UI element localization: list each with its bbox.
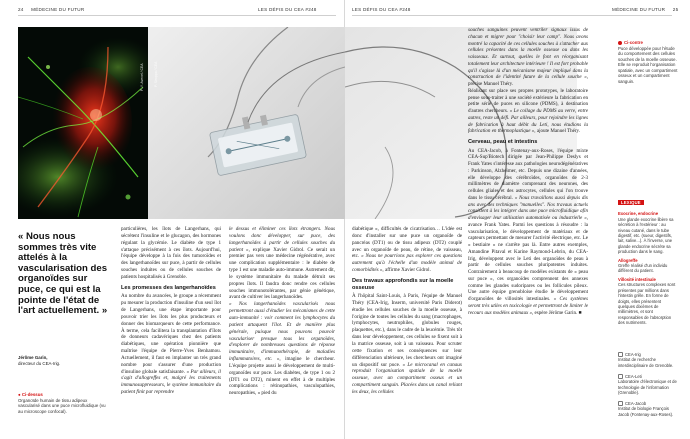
lexique-definition: Ces structures complexes sont présentes par millions dans l'intestin grêle. En forme de doigts, elles présentent quelques dixièmes de millimètres, et sont responsables de l'absorption des nutriments. <box>618 282 676 326</box>
sidebar-caption <box>618 40 678 84</box>
col4-p2-quote: « Le microcanal en canaux reproduit l'organisation spatiale de la moelle osseuse, avec un compartiment osseux et un compartiment sanguin. Placées dans un canal reliant les deux, les cellules <box>352 361 463 395</box>
col2-paragraph-1: particulières, les îlots de Langerhans, qui sécrètent l'insuline et le glucagon, des hormones régulant la glycémie. Le diabète de type 1 s'attaque précisément à ces îlots. Aujourd'hui, l'équipe développe à la fois des tumoroïdes et des langerhanoïdes sur puce, à partir de cellules souches induites ou de cellules souches de patients hospitalisés à Grenoble. <box>121 226 221 280</box>
sidebar-caption-text: Puce développée pour l'étude du comportement des cellules souches de la moelle osseuse. Elle se reproduit l'organisation spatiale, avec un compartiment osseux et un compartiment sanguin. <box>618 45 678 84</box>
col3-p1-text: explique Xavier Gidrol. Ce serait un premier pas vers une médecine régénérative, avec une complication supplémentaire : le diabète de type 1 est une maladie auto-immune. Autrement dit, le système immunitaire du malade détruit ses propres îlots. Il faudra donc rendre ces cellules souches immunotolérantes, par génie génétique, avant de cultiver les langerhanoïdes. <box>229 246 336 301</box>
institute-code: CEA-Irig <box>625 352 641 357</box>
col5-p3-end-2: espère Jérôme Garin. ■ <box>534 309 582 316</box>
institute-code: CEA-Leti <box>625 374 642 379</box>
col2-p2-quote: « Par ailleurs, il s'agit d'allogreffes et, malgré les traitements immunosuppresseurs, le système immunitaire du patient finit par reprendre <box>121 368 221 396</box>
col5-paragraph-2 <box>468 88 588 135</box>
photo-credit-b: P. Stroppa / CEA <box>154 61 158 87</box>
col5-paragraph-3 <box>468 148 588 317</box>
col3-paragraph-2 <box>229 301 335 397</box>
col5-p3-end: avance Frank Yates. Parmi les questions à résoudre : la vascularisation, le développement de matériaux et de capteurs permettant de mesurer l'activité électrique, etc. Le « bestiaire » ne s'arrête pas là. Entre autres exemples, Amandine Pitaval et Karine Raymond-Lebrin, du CEA-Irig, développent avec le Leti des organoïdes de peau à partir de cellules souches pluripotentes induites. Contrairement à beaucoup de modèles existants de « peau sur puce », ces organoïdes comprennent des annexes comme les glandes sudoripares ou les follicules pileux. Une autre équipe grenobloise étudie le développement d'organoïdes de villosités intestinales. <box>468 221 588 303</box>
right-running-head <box>612 7 678 12</box>
col4-paragraph-1 <box>352 226 462 274</box>
lexique-definition: Une glande exocrine libère sa sécrétion à l'extérieur : au niveau cutané, dans le tube digestif, etc. (sueur, digestifs, lait, salive...). À l'inverse, une glande endocrine sécrète sa production dans le sang. <box>618 216 674 255</box>
col5-p3-quote-2: « Ces systèmes seront très utiles en toxicologie et permettront de limiter le recours aux modèles animaux », <box>468 296 589 316</box>
organoid-photo <box>18 27 148 219</box>
left-page-number: 24 <box>18 7 24 12</box>
article-column-2 <box>121 226 221 396</box>
institute-note <box>618 401 678 417</box>
chip-photo-left <box>148 27 345 219</box>
quote-author-role: directeur du CEA-Irig. <box>18 360 61 366</box>
col4-paragraph-2 <box>352 293 462 396</box>
organoid-image <box>18 27 148 219</box>
institute-desc: Institut de recherche interdisciplinaire de Grenoble. <box>618 357 674 368</box>
col5-p2-end: ajoute Manuel Théry. <box>536 128 581 135</box>
col5-p2-quote: « Le collage du PDMS au verre, entre autres, reste un défi. Par ailleurs, pour rejoindre les lignes de fabrication à haut débit du Leti, nous étudions la fabrication en thermoplastique », <box>468 108 588 135</box>
left-header-rule <box>18 15 336 16</box>
col4-p1-end: affirme Xavier Gidrol. <box>384 267 431 274</box>
col4-p1-text: diabétique », difficultés de cicatrisation… L'idée est donc d'installer sur une puce un organoïde de pancréas (DT1) ou de tissu adipeux (DT2) couplé avec un organoïde de peau, de rétine, de vaisseau, etc. <box>352 226 462 260</box>
caption-label: ● Ci-dessus <box>18 392 43 397</box>
institute-desc: Laboratoire d'électronique et de technologie de l'information (Grenoble). <box>618 379 677 395</box>
col3-p2-quote: « Nos langerhanoïdes vascularisés nous permettront aussi d'étudier les mécanismes de cette auto-immunité : voir comment les lymphocytes du patient attaquent l'îlot. Et de manière plus générale, puisque nous pouvons pouvoir vasculariser presque tous les organoïdes, d'explorer de nombreuses questions de réponse immunitaire, d'immunothérapie, de maladies inflammatoires, etc. », <box>229 301 335 363</box>
sidebar-label-text: Ci-contre <box>624 40 643 45</box>
col4-heading: Des travaux approfondis sur la moelle osseuse <box>352 277 454 291</box>
article-column-5 <box>468 27 588 316</box>
col5-heading: Cerveau, peau et intestins <box>468 139 538 145</box>
photo-caption-left <box>18 392 108 414</box>
col3-p2-text: imagine le chercheur. L'équipe projette aussi le développement de multi-organoïdes sur puce. Les diabètes, de type 1 ou 2 (DT1 ou DT2), minent en effet à de multiples complications : rétinopathies, vasculopathies, neuropathies, « pied du <box>229 356 335 397</box>
institute-code: CEA-Jacob <box>625 401 647 406</box>
left-section-title: MÉDECINE DU FUTUR <box>31 7 85 12</box>
right-magazine-title: LES DÉFIS DU CEA #248 <box>352 7 411 12</box>
lexique-definition: Greffe réalisé d'un individu différent du patient. <box>618 263 668 274</box>
col3-paragraph-1 <box>229 226 335 301</box>
institute-note <box>618 374 678 395</box>
caption-label-text: Ci-dessus <box>21 392 43 397</box>
col2-heading: Les promesses des langerhanoïdes <box>121 284 216 291</box>
caption-text: Organoïde humain de tissu adipeux vascularisé dans une puce microfluidique (vu au microscope confocal). <box>18 397 106 414</box>
left-magazine-title: LES DÉFIS DU CEA #248 <box>258 7 317 12</box>
chip-image-left <box>148 27 345 219</box>
right-header-rule <box>352 15 672 16</box>
lexique-term: Allogreffe <box>618 257 638 263</box>
lexique-term: Villosité intestinale <box>618 276 656 282</box>
institute-desc: Institut de biologie François Jacob (Fontenay-aux-Roses). <box>618 406 674 417</box>
col4-p1-quote: « Nous ne pourrions pas explorer ces questions autrement qu'à l'échelle d'un modèle animal de comorbidités », <box>352 253 462 274</box>
bullet-icon <box>618 41 622 45</box>
quote-attribution <box>18 355 98 366</box>
article-column-4 <box>352 226 462 396</box>
lexique-box <box>618 200 678 326</box>
lexique-term: Exocrine, endocrine <box>618 211 659 217</box>
article-column-3 <box>229 226 335 397</box>
col5-p3-quote: « Nous travaillons aussi depuis dix ans avec des techniques "manuelles". Nos travaux actuels consistent à les intégrer dans une puce microfluidique afin d'envisager leur utilisation automatisée ou industrielle », <box>468 194 588 222</box>
right-section-title: MÉDECINE DU FUTUR <box>612 7 666 12</box>
col5-p1-quote: souches sanguines peuvent ventriler signaux issus de chacun et migrer pour "choisir leur camp". Nous avons montré la capacité de ces cellules souches à s'attacher aux cellules présentes dans la moelle osseuse ou dans les vaisseaux. Et surtout, quelles le font en réorganisant totalement leur architecture intérieure ! Il est fort probable qu'il s'agisse là d'un mécanisme majeur impliqué dans la construction de l'identité future de la cellule souche », <box>468 27 588 81</box>
lexique-title: LEXIQUE <box>618 200 644 205</box>
col2-paragraph-2 <box>121 293 221 396</box>
institute-note <box>618 352 678 368</box>
right-page-number: 25 <box>672 7 679 12</box>
col2-p2-text: Au nombre du avancées, le groupe a récemment pu mesurer la production d'insuline d'un seul îlot de Langerhans, une étape importante pour pouvoir trier les îlots les plus producteurs et donner des biomarqueurs de cette performance. À terme, cela facilitera la transplantation d'îlots de donneurs cadavériques chez des patients diabétiques, une opération pionnière que maîtrise l'équipe de Pierre-Yves Benhamou. Actuellement, il faut en implanter un très grand nombre pour s'assurer d'une production d'insuline globale satisfaisante. <box>121 293 221 375</box>
col5-paragraph-1 <box>468 27 588 88</box>
col3-p1-quote: le dessus et éliminer ces îlots étrangers. Nous voulons donc développer, sur puce, des langerhanoïdes à partir de cellules souches du patient », <box>229 226 335 253</box>
photo-credit-a: P.-Y. Avenel / CEA <box>140 63 144 91</box>
col5-p2-text: Réalisant sur place ses propres prototypes, le laboratoire pense sous-traiter à une société extérieure la fabrication en petite série de puces en silicone (PDMS), à destination d'autres chercheurs. <box>468 87 588 114</box>
left-running-head <box>18 7 84 12</box>
col4-p2-text: À l'hôpital Saint-Louis, à Paris, l'équipe de Manuel Théry (CEA-Irig, Inserm, université Paris Diderot) étudie les cellules souches de la moelle osseuse, à l'origine de toutes les cellules du sang (macrophages, lymphocytes, neutrophiles, globules rouges, plaquettes, etc.), dans le cadre de la leucémie. Très tôt dans leur développement, ces cellules se fixent soit à la matrice osseuse, soit à un vaisseau. Pour scruter cette fixation et ses conséquences sur leur différenciation ultérieure, les chercheurs ont imaginé un dispositif sur puce. <box>352 293 462 368</box>
pull-quote: « Nous nous sommes très vite attelés à la vascularisation des organoïdes sur puce, ce qui est la pointe de l'état de l'art actuellement. » <box>18 231 108 317</box>
col5-p3-text: Au CEA-Jacob, à Fontenay-aux-Roses, l'équipe mixte CEA-Sup'Biotech dirigée par Jean-Philippe Deslys et Frank Yates s'intéresse aux pathologies neurodégénératives : Parkinson, Alzheimer, etc. Depuis une dizaine d'années, elle développe des cérébroïdes, organoïdes de 2-3 millimètres de diamètre comprenant des neurones, des cellules gliales et des astrocytes, cellules qui l'on trouve dans le tissu cérébral. <box>468 147 588 201</box>
col5-p1-text: précise Manuel Théry. <box>468 81 514 87</box>
quote-author-name: Jérôme Garin, <box>18 355 48 360</box>
